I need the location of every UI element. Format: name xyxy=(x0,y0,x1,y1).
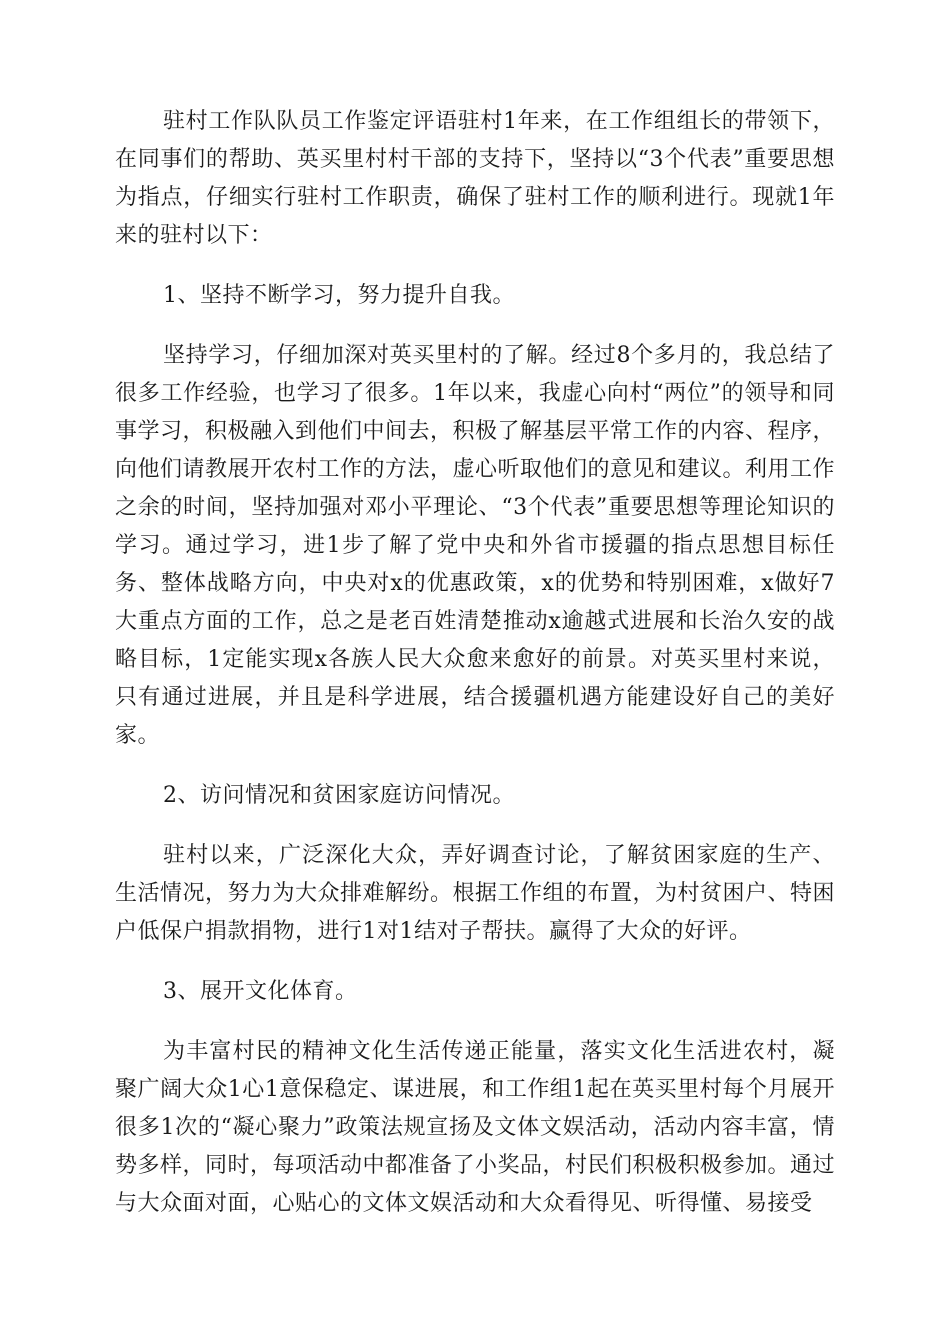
section-2-body: 驻村以来，广泛深化大众，弄好调查讨论，了解贫困家庭的生产、生活情况，努力为大众排难解纷。根据工作组的布置，为村贫困户、特困户低保户捐款捐物，进行1对1结对子帮扶。赢得了大众的好评。 xyxy=(115,843,836,944)
section-3-heading: 3、展开文化体育。 xyxy=(163,979,358,1004)
section-1-body: 坚持学习，仔细加深对英买里村的了解。经过8个多月的，我总结了很多工作经验，也学习了很多。1年以来，我虚心向村“两位”的领导和同事学习，积极融入到他们中间去，积极了解基层平常工作的内容、程序，向他们请教展开农村工作的方法，虚心听取他们的意见和建议。利用工作之余的时间，坚持加强对邓小平理论、“3个代表”重要思想等理论知识的学习。通过学习，进1步了解了党中央和外省市援疆的指点思想目标任务、整体战略方向，中央对x的优惠政策，x的优势和特别困难，x做好7大重点方面的工作，总之是老百姓清楚推动x逾越式进展和长治久安的战略目标，1定能实现x各族人民大众愈来愈好的前景。对英买里村来说，只有通过进展，并且是科学进展，结合援疆机遇方能建设好自己的美好家。 xyxy=(115,343,836,748)
section-3-body: 为丰富村民的精神文化生活传递正能量，落实文化生活进农村，凝聚广阔大众1心1意保稳定、谋进展，和工作组1起在英买里村每个月展开很多1次的“凝心聚力”政策法规宣扬及文体文娱活动，活动内容丰富，情势多样，同时，每项活动中都准备了小奖品，村民们积极积极参加。通过与大众面对面，心贴心的文体文娱活动和大众看得见、听得懂、易接受 xyxy=(115,1039,836,1216)
intro-paragraph: 驻村工作队队员工作鉴定评语驻村1年来，在工作组组长的带领下，在同事们的帮助、英买里村村干部的支持下，坚持以“3个代表”重要思想为指点，仔细实行驻村工作职责，确保了驻村工作的顺利进行。现就1年来的驻村以下： xyxy=(115,109,835,248)
document-page xyxy=(115,103,835,1223)
section-2-heading: 2、访问情况和贫困家庭访问情况。 xyxy=(163,783,515,808)
section-1-heading: 1、坚持不断学习，努力提升自我。 xyxy=(163,283,515,308)
